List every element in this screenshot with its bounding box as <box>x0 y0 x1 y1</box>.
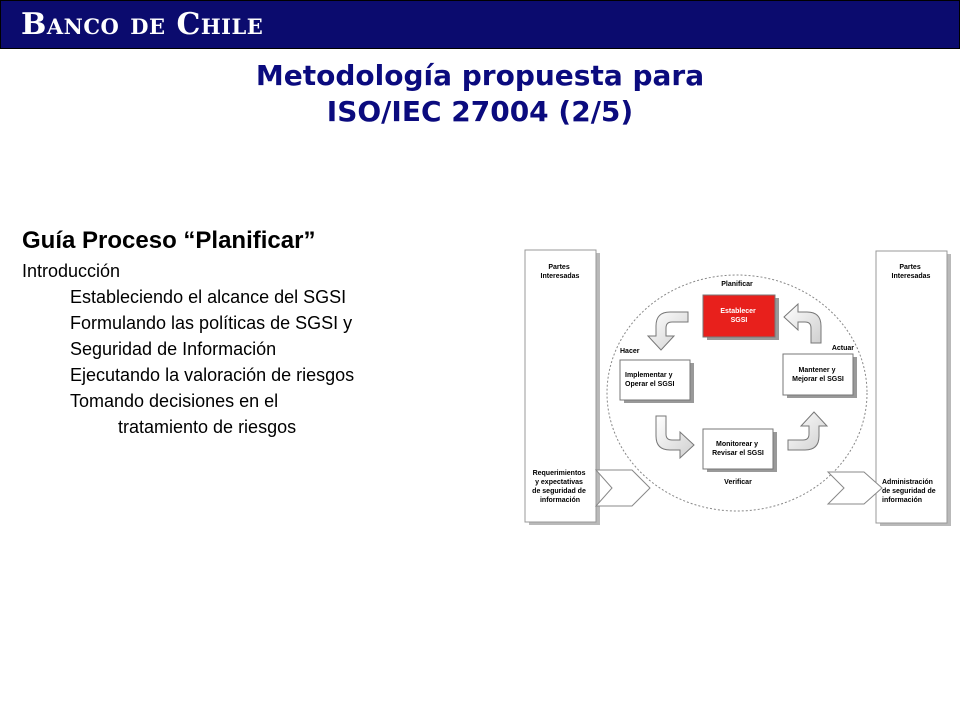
list-item: Ejecutando la valoración de riesgos <box>70 365 355 385</box>
list-item: Seguridad de Información <box>70 339 277 359</box>
section-heading: Guía Proceso “Planificar” <box>22 227 316 254</box>
header-banner <box>0 0 960 49</box>
establish-box-label: Establecer SGSI <box>720 308 756 324</box>
list-item: Formulando las políticas de SGSI y <box>70 313 353 333</box>
slide-title-line2: ISO/IEC 27004 (2/5) <box>326 95 634 128</box>
phase-check-label: Verificar <box>724 479 752 486</box>
input-chevron-icon <box>596 470 650 506</box>
arrow-do-to-check-icon <box>656 416 694 458</box>
content-list <box>22 224 472 440</box>
list-item: Estableciendo el alcance del SGSI <box>70 287 347 307</box>
right-panel-bottom: Administración de seguridad de información <box>882 479 936 504</box>
implement-box <box>620 360 690 400</box>
bank-logo: Banco de Chile <box>21 7 264 42</box>
slide-title <box>0 58 960 130</box>
list-item: Tomando decisiones en el <box>70 391 279 411</box>
right-panel-top: Partes Interesadas <box>891 264 931 280</box>
left-panel-top: Partes Interesadas <box>540 264 580 280</box>
arrow-act-to-plan-icon <box>784 304 821 343</box>
list-item: tratamiento de riesgos <box>118 417 297 437</box>
maintain-box <box>783 354 853 395</box>
implement-box-label: Implementar y Operar el SGSI <box>625 372 675 388</box>
slide-title-line1: Metodología propuesta para <box>255 59 705 92</box>
monitor-box <box>703 429 773 469</box>
phase-plan-label: Planificar <box>721 281 753 288</box>
pdca-diagram <box>520 248 952 538</box>
arrow-check-to-act-icon <box>788 412 827 450</box>
maintain-box-label: Mantener y Mejorar el SGSI <box>792 367 844 383</box>
output-chevron-icon <box>828 472 882 504</box>
phase-do-label: Hacer <box>620 348 640 355</box>
left-panel-bottom: Requerimientos y expectativas de seguridad de información <box>532 470 586 504</box>
phase-act-label: Actuar <box>831 345 854 352</box>
establish-box <box>703 295 775 337</box>
arrow-plan-to-do-icon <box>648 312 688 350</box>
list-item: Introducción <box>22 261 121 281</box>
monitor-box-label: Monitorear y Revisar el SGSI <box>712 441 764 457</box>
